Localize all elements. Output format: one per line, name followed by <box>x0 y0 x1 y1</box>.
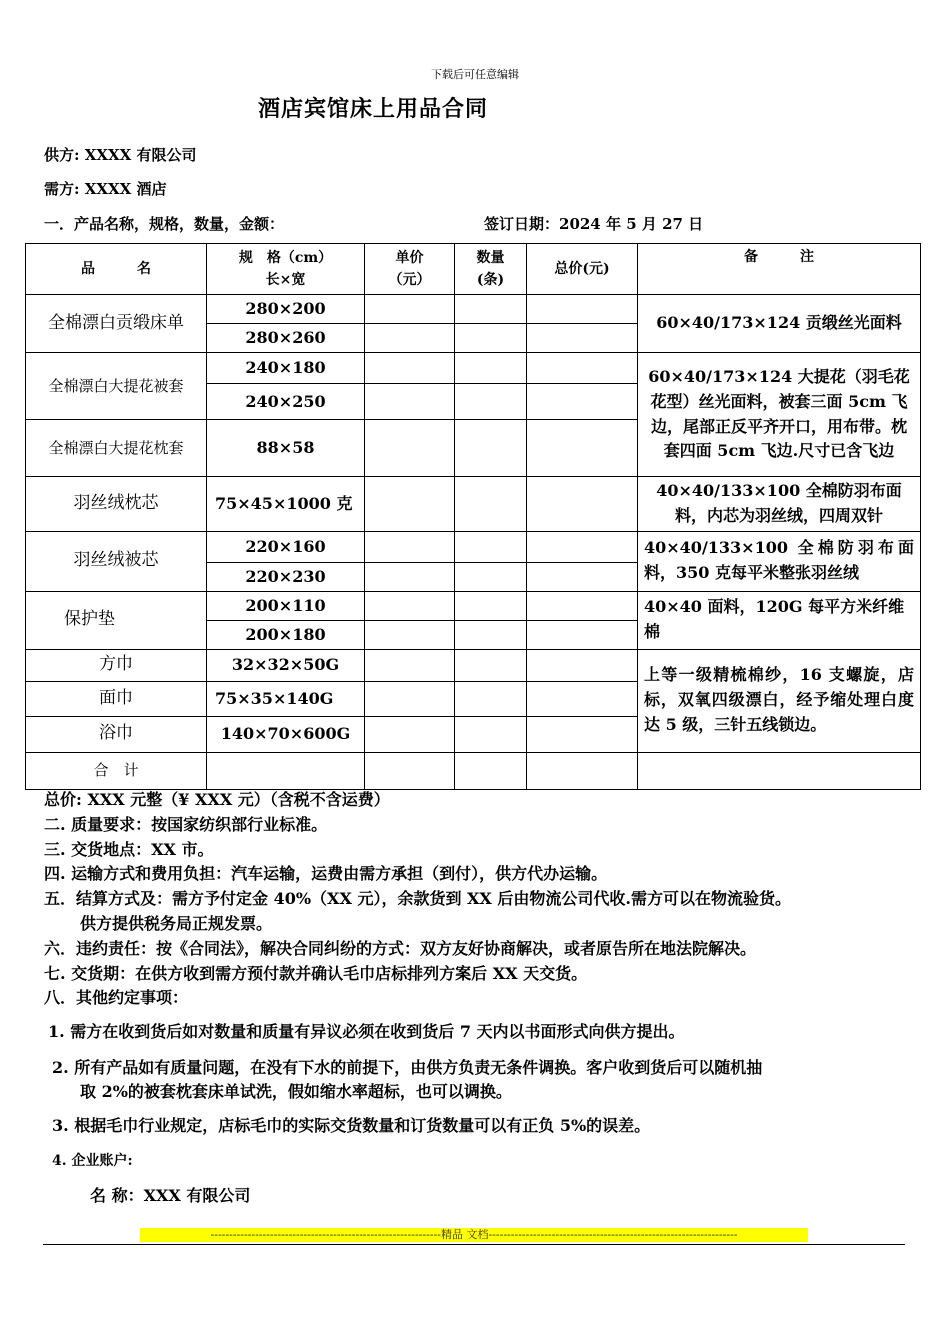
header-unit-price-line2: （元） <box>388 272 431 288</box>
clause-3: 三. 交货地点：XX 市。 <box>44 840 214 859</box>
quantity-cell <box>455 531 527 562</box>
quantity-cell <box>455 681 527 716</box>
quantity-cell <box>455 591 527 620</box>
table-row <box>26 649 921 681</box>
table-row <box>26 531 921 562</box>
account-name: 名 称：XXX 有限公司 <box>90 1186 251 1205</box>
product-name: 保护垫 <box>26 591 207 649</box>
total-cell <box>527 324 638 353</box>
unit-price-cell <box>365 295 455 324</box>
remark-cell <box>638 752 921 789</box>
product-name: 全棉漂白贡缎床单 <box>26 295 207 353</box>
header-quantity <box>455 244 527 295</box>
spec-cell: 240×250 <box>207 384 365 420</box>
quantity-cell <box>455 649 527 681</box>
spec-cell: 88×58 <box>207 420 365 477</box>
remark-cell: 40×40 面料，120G 每平方米纤维棉 <box>638 591 921 649</box>
product-name: 全棉漂白大提花枕套 <box>26 420 207 477</box>
unit-price-cell <box>365 620 455 649</box>
quantity-cell <box>455 353 527 384</box>
remark-cell: 40×40/133×100 全棉防羽布面料，350 克每平米整张羽丝绒 <box>638 531 921 591</box>
spec-cell: 75×35×140G <box>207 681 365 716</box>
table-row <box>26 295 921 324</box>
header-name: 品 名 <box>26 244 207 295</box>
clause-6: 六．违约责任：按《合同法》，解决合同纠纷的方式：双方友好协商解决，或者原告所在地法院解决。 <box>44 939 757 958</box>
header-quantity-line1: 数量 <box>476 249 505 266</box>
spec-cell: 220×230 <box>207 562 365 591</box>
unit-price-cell <box>365 531 455 562</box>
spec-cell <box>207 752 365 789</box>
unit-price-cell <box>365 477 455 532</box>
table-row <box>26 591 921 620</box>
unit-price-cell <box>365 716 455 752</box>
header-unit-price-line1: 单价 <box>395 249 424 266</box>
quantity-cell <box>455 477 527 532</box>
total-cell <box>527 649 638 681</box>
product-name: 方巾 <box>26 649 207 681</box>
remark-cell: 40×40/133×100 全棉防羽布面料，内芯为羽丝绒，四周双针 <box>638 477 921 532</box>
quantity-cell <box>455 295 527 324</box>
total-label: 合 计 <box>26 752 207 789</box>
quantity-cell <box>455 752 527 789</box>
spec-cell: 140×70×600G <box>207 716 365 752</box>
spec-cell: 75×45×1000 克 <box>207 477 365 532</box>
header-spec <box>207 244 365 295</box>
total-price-line: 总价: XXX 元整（¥ XXX 元）（含税不含运费） <box>44 790 390 809</box>
quantity-cell <box>455 384 527 420</box>
product-name: 全棉漂白大提花被套 <box>26 353 207 420</box>
spec-cell: 240×180 <box>207 353 365 384</box>
header-total: 总价(元) <box>527 244 638 295</box>
clause-4: 四. 运输方式和费用负担：汽车运输，运费由需方承担（到付），供方代办运输。 <box>44 864 608 883</box>
product-name: 羽丝绒被芯 <box>26 531 207 591</box>
total-cell <box>527 681 638 716</box>
total-cell <box>527 477 638 532</box>
clause-5-line-1: 五．结算方式及：需方予付定金 40%（XX 元），余款货到 XX 后由物流公司代收.需方可以在物流验货。 <box>44 889 791 908</box>
clause-2: 二. 质量要求：按国家纺织部行业标准。 <box>44 815 328 834</box>
table-row <box>26 353 921 384</box>
remark-cell: 60×40/173×124 大提花（羽毛花花型）丝光面料，被套三面 5cm 飞边，尾部正反平齐开口，用布带。枕套四面 5cm 飞边.尺寸已含飞边 <box>638 353 921 477</box>
product-name: 面巾 <box>26 681 207 716</box>
unit-price-cell <box>365 681 455 716</box>
total-cell <box>527 295 638 324</box>
unit-price-cell <box>365 324 455 353</box>
spec-cell: 220×160 <box>207 531 365 562</box>
total-cell <box>527 752 638 789</box>
clause-7: 七. 交货期：在供方收到需方预付款并确认毛巾店标排列方案后 XX 天交货。 <box>44 964 588 983</box>
quantity-cell <box>455 562 527 591</box>
remark-cell: 上等一级精梳棉纱，16 支螺旋，店标，双氧四级漂白，经予缩处理白度达 5 级，三针五线锁边。 <box>638 649 921 752</box>
spec-cell: 32×32×50G <box>207 649 365 681</box>
unit-price-cell <box>365 752 455 789</box>
spec-cell: 200×180 <box>207 620 365 649</box>
product-name: 浴巾 <box>26 716 207 752</box>
total-cell <box>527 531 638 562</box>
footer-watermark-bar: --------------------------------------------------------------精品 文档------------------------------------------------------------------- <box>140 1228 808 1242</box>
quantity-cell <box>455 324 527 353</box>
unit-price-cell <box>365 591 455 620</box>
quantity-cell <box>455 716 527 752</box>
supplier-line: 供方: XXXX 有限公司 <box>44 146 197 164</box>
section-1-heading: 一．产品名称，规格，数量，金额： <box>44 215 285 233</box>
table-total-row <box>26 752 921 789</box>
quantity-cell <box>455 620 527 649</box>
total-cell <box>527 591 638 620</box>
spec-cell: 200×110 <box>207 591 365 620</box>
product-table <box>25 243 921 790</box>
unit-price-cell <box>365 353 455 384</box>
header-spec-line1: 规 格（cm） <box>238 249 333 266</box>
header-unit-price <box>365 244 455 295</box>
clause-8: 八．其他约定事项： <box>44 988 189 1007</box>
unit-price-cell <box>365 420 455 477</box>
table-header-row <box>26 244 921 295</box>
item-4: 4. 企业账户: <box>52 1153 133 1169</box>
total-cell <box>527 353 638 384</box>
header-quantity-line2: (条) <box>476 272 505 288</box>
item-2-line-2: 取 2%的被套枕套床单试洗，假如缩水率超标，也可以调换。 <box>80 1082 512 1101</box>
total-cell <box>527 384 638 420</box>
footer-divider <box>43 1244 905 1245</box>
header-spec-line2: 长×宽 <box>265 272 306 288</box>
item-2-line-1: 2. 所有产品如有质量问题，在没有下水的前提下，由供方负责无条件调换。客户收到货后可以随机抽 <box>52 1058 763 1077</box>
total-cell <box>527 716 638 752</box>
buyer-line: 需方: XXXX 酒店 <box>44 180 167 198</box>
remark-cell: 60×40/173×124 贡缎丝光面料 <box>638 295 921 353</box>
total-cell <box>527 620 638 649</box>
unit-price-cell <box>365 649 455 681</box>
item-1: 1. 需方在收到货后如对数量和质量有异议必须在收到货后 7 天内以书面形式向供方提出。 <box>48 1022 685 1041</box>
spec-cell: 280×200 <box>207 295 365 324</box>
unit-price-cell <box>365 562 455 591</box>
total-cell <box>527 562 638 591</box>
item-3: 3. 根据毛巾行业规定，店标毛巾的实际交货数量和订货数量可以有正负 5%的误差。 <box>52 1116 651 1135</box>
quantity-cell <box>455 420 527 477</box>
table-row <box>26 477 921 532</box>
header-remark: 备 注 <box>638 244 921 295</box>
unit-price-cell <box>365 384 455 420</box>
total-cell <box>527 420 638 477</box>
clause-5-line-2: 供方提供税务局正规发票。 <box>80 914 273 933</box>
product-name: 羽丝绒枕芯 <box>26 477 207 532</box>
page-title: 酒店宾馆床上用品合同 <box>258 96 489 122</box>
sign-date: 签订日期：2024 年 5 月 27 日 <box>484 215 704 233</box>
spec-cell: 280×260 <box>207 324 365 353</box>
download-note: 下载后可任意编辑 <box>431 68 519 81</box>
